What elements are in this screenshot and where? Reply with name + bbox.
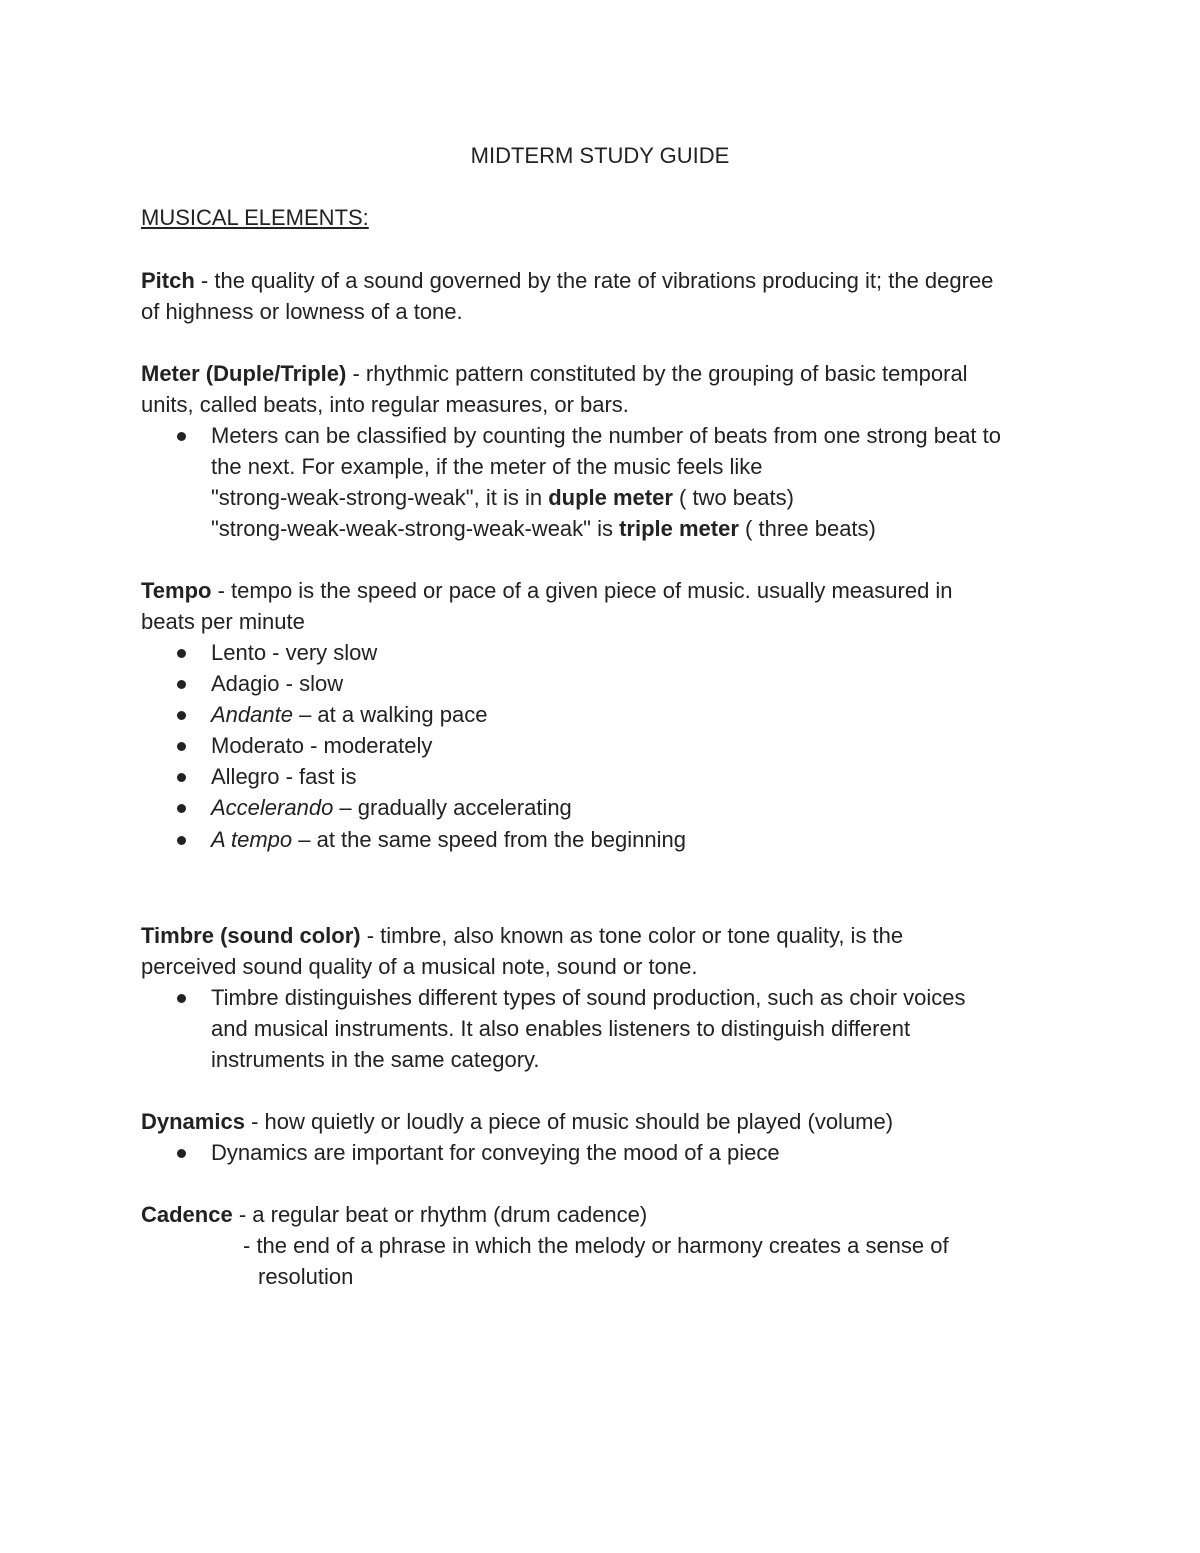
meter-bullet-line-2: the next. For example, if the meter of the music feels like xyxy=(211,454,763,479)
list-item: Andante – at a walking pace xyxy=(211,702,488,727)
dynamics-definition-line-1: Dynamics - how quietly or loudly a piece of music should be played (volume) xyxy=(141,1109,894,1134)
meter-bullet-line-4: "strong-weak-weak-strong-weak-weak" is triple meter ( three beats) xyxy=(211,516,876,541)
timbre-bullet-line-3: instruments in the same category. xyxy=(211,1047,540,1072)
tempo-term: Tempo xyxy=(141,578,212,603)
bullet-icon xyxy=(177,649,186,658)
meter-bullet-line-1: Meters can be classified by counting the number of beats from one strong beat to xyxy=(211,423,1002,448)
list-item: Allegro - fast is xyxy=(211,764,357,789)
bullet-icon xyxy=(177,1149,186,1158)
cadence-definition-line-3: resolution xyxy=(258,1264,354,1289)
triple-meter-term: triple meter xyxy=(619,516,739,541)
bullet-icon xyxy=(177,773,186,782)
dynamics-bullet-line-1: Dynamics are important for conveying the mood of a piece xyxy=(211,1140,780,1165)
bullet-icon xyxy=(177,680,186,689)
meter-definition-line-2: units, called beats, into regular measures, or bars. xyxy=(141,392,629,417)
list-item: Adagio - slow xyxy=(211,671,344,696)
bullet-icon xyxy=(177,432,186,441)
pitch-definition-line-2: of highness or lowness of a tone. xyxy=(141,299,463,324)
bullet-icon xyxy=(177,711,186,720)
list-item: Lento - very slow xyxy=(211,640,378,665)
cadence-definition-line-2: - the end of a phrase in which the melody or harmony creates a sense of xyxy=(243,1233,949,1258)
list-item: A tempo – at the same speed from the beginning xyxy=(211,827,686,852)
bullet-icon xyxy=(177,804,186,813)
timbre-bullet-line-1: Timbre distinguishes different types of sound production, such as choir voices xyxy=(211,985,966,1010)
meter-bullet-line-3: "strong-weak-strong-weak", it is in duple meter ( two beats) xyxy=(211,485,794,510)
bullet-icon xyxy=(177,994,186,1003)
dynamics-term: Dynamics xyxy=(141,1109,245,1134)
tempo-definition-line-2: beats per minute xyxy=(141,609,305,634)
bullet-icon xyxy=(177,742,186,751)
list-item: Moderato - moderately xyxy=(211,733,433,758)
meter-definition-line-1: Meter (Duple/Triple) - rhythmic pattern constituted by the grouping of basic temporal xyxy=(141,361,968,386)
timbre-definition-line-2: perceived sound quality of a musical note, sound or tone. xyxy=(141,954,698,979)
timbre-definition-line-1: Timbre (sound color) - timbre, also known as tone color or tone quality, is the xyxy=(141,923,904,948)
tempo-definition-line-1: Tempo - tempo is the speed or pace of a given piece of music. usually measured in xyxy=(141,578,953,603)
pitch-definition-line-1: Pitch - the quality of a sound governed by the rate of vibrations producing it; the degree xyxy=(141,268,994,293)
page-title: MIDTERM STUDY GUIDE xyxy=(470,143,730,168)
list-item: Accelerando – gradually accelerating xyxy=(211,795,572,820)
timbre-bullet-line-2: and musical instruments. It also enables listeners to distinguish different xyxy=(211,1016,911,1041)
bullet-icon xyxy=(177,836,186,845)
cadence-definition-line-1: Cadence - a regular beat or rhythm (drum cadence) xyxy=(141,1202,648,1227)
timbre-term: Timbre (sound color) xyxy=(141,923,361,948)
section-heading: MUSICAL ELEMENTS: xyxy=(141,205,369,230)
pitch-term: Pitch xyxy=(141,268,195,293)
duple-meter-term: duple meter xyxy=(548,485,673,510)
meter-term: Meter (Duple/Triple) xyxy=(141,361,347,386)
cadence-term: Cadence xyxy=(141,1202,233,1227)
